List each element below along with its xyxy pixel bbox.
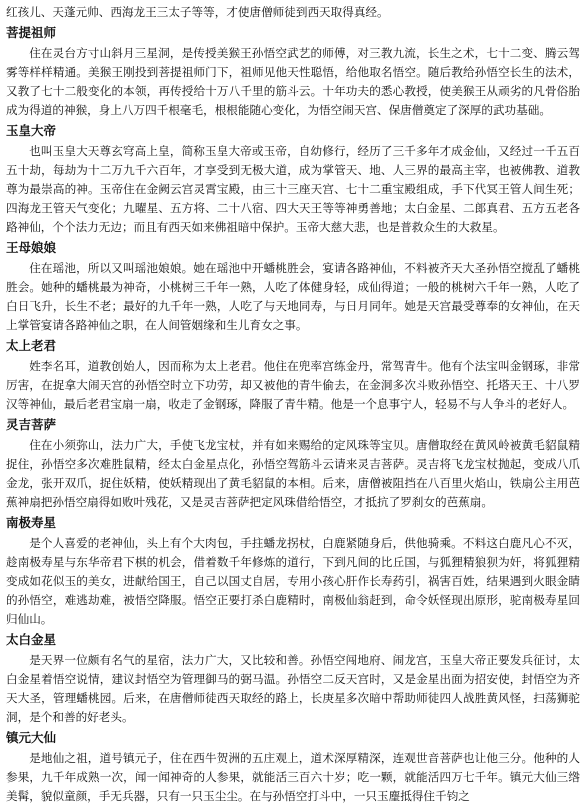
document-body [6, 3, 580, 806]
paragraph: 住在瑶池，所以又叫瑶池娘娘。她在瑶池中开蟠桃胜会，宴请各路神仙，不料被齐天大圣孙悟空搅乱了蟠桃胜会。她种的蟠桃最为神奇，小桃树三千年一熟，人吃了体健身轻，成仙得道；一般的桃树六千年一熟，人吃了白日飞升，长生不老；最好的九千年一熟，人吃了与天地同寿，与日月同年。她是天宫最受尊奉的女神仙，在天上掌管宴请各路神仙之职，在人间管姻缘和生儿育女之事。 [6, 261, 580, 332]
section-heading: 太上老君 [6, 338, 57, 353]
section-heading: 王母娘娘 [6, 240, 57, 255]
paragraph: 住在灵台方寸山斜月三星洞，是传授美猴王孙悟空武艺的师傅，对三教九流，长生之术，七十二变、腾云驾雾等样样精通。美猴王刚投到菩提祖师门下，祖师见他天性聪悟，给他取名悟空。随后教给孙悟空长生的法术，又教了七十二般变化的本领，再传授给十万八千里的筋斗云。十年功夫的悉心教授，使美猴王从顽劣的凡骨俗胎成为得道的神猴，身上八万四千根毫毛，根根能随心变化，为悟空闹天宫、保唐僧奠定了深厚的武功基础。 [6, 46, 580, 117]
paragraph: 是个人喜爱的老神仙，头上有个大肉包，手拄蟠龙拐杖，白鹿紧随身后，供他骑乘。不料这白鹿凡心不灭，趁南极寿星与东华帝君下棋的机会，借着数千年修炼的道行，下到凡间的比丘国，与狐狸精狼狈为奸，将狐狸精变成如花似玉的美女，进献给国王，自己以国丈自居，专用小孩心肝作长寿药引，祸害百姓，结果遇到火眼金睛的孙悟空，难逃劫难，被悟空降服。悟空正要打杀白鹿精时，南极仙翁赶到，命令妖怪现出原形，驼南极寿星回归仙山。 [6, 536, 580, 626]
paragraph: 住在小须弥山，法力广大，手使飞龙宝杖，并有如来赐给的定风珠等宝贝。唐僧取经在黄风岭被黄毛貂鼠精捉住，孙悟空多次难胜鼠精，经太白金星点化，孙悟空驾筋斗云请来灵吉菩萨。灵吉将飞龙宝杖抛起，变成八爪金龙，张开双爪，捉住妖精，使妖精现出了黄毛貂鼠的本相。后来，唐僧被阻挡在八百里火焰山，铁扇公主用芭蕉神扇把孙悟空扇得如败叶残花，又是灵吉菩萨把定风珠借给悟空，才抵抗了罗刹女的芭蕉扇。 [6, 438, 580, 509]
paragraph: 是天界一位颇有名气的星宿，法力广大，又比较和善。孙悟空闯地府、闹龙宫，玉皇大帝正要发兵征讨，太白金星着悟空说情，建议封悟空为管理御马的弼马温。孙悟空二反天宫时，又是金星出面为招安使，封悟空为齐天大圣，管理蟠桃园。后来，在唐僧师徒西天取经的路上，长庚星多次暗中帮助师徒四人战胜黄风怪，扫荡狮驼洞，是个和善的好老头。 [6, 653, 580, 724]
section-heading: 太白金星 [6, 632, 57, 647]
section-heading: 玉皇大帝 [6, 123, 57, 138]
paragraph: 是地仙之祖，道号镇元子，住在西牛贺洲的五庄观上，道术深厚精深，连观世音菩萨也让他三分。他种的人参果，九千年成熟一次，闻一闻神奇的人参果，就能活三百六十岁；吃一颗，就能活四万七千年。镇元大仙三绺美髯，貌似童颜，手无兵器，只有一只玉尘尘。在与孙悟空打斗中，一只玉麈抵得住千钧之 [6, 751, 580, 803]
section-heading: 菩提祖师 [6, 25, 57, 40]
section-heading: 南极寿星 [6, 515, 57, 530]
section-heading: 镇元大仙 [6, 730, 57, 745]
paragraph: 红孩儿、天蓬元帅、西海龙王三太子等等，才使唐僧师徒到西天取得真经。 [6, 5, 389, 19]
section-heading: 灵吉菩萨 [6, 417, 57, 432]
paragraph: 也叫玉皇大天尊玄穹高上皇，简称玉皇大帝或玉帝，自幼修行，经历了三千多年才成金仙，又经过一千五百五十劫，每劫为十二万九千六百年，才享受到无极大道，成为掌管天、地、人三界的最高主宰，也被佛教、道教尊为最崇高的神。玉帝住在金阙云宫灵霄宝殿，由三十三座天宫、七十二重宝殿组成，手下代冥王管人间生死；四海龙王管天气变化；九曜星、五方将、二十八宿、四大天王等等神勇善地；太白金星、二郎真君、五方五老各路神仙，个个法力无边；而且有西天如来佛祖暗中保护。玉帝大慈大悲，也是普救众生的大救星。 [6, 144, 580, 234]
paragraph: 姓李名耳，道教创始人，因而称为太上老君。他住在兜率宫练金丹，常驾青牛。他有个法宝叫金钢琢，非常厉害，在捉拿大闹天宫的孙悟空时立下功劳，却又被他的青牛偷去，在金洞多次斗败孙悟空、托塔天王、十八罗汉等神仙，最后老君宝扇一扇，收走了金钢琢，降服了青牛精。他是一个息事宁人，轻易不与人争斗的老好人。 [6, 359, 580, 411]
